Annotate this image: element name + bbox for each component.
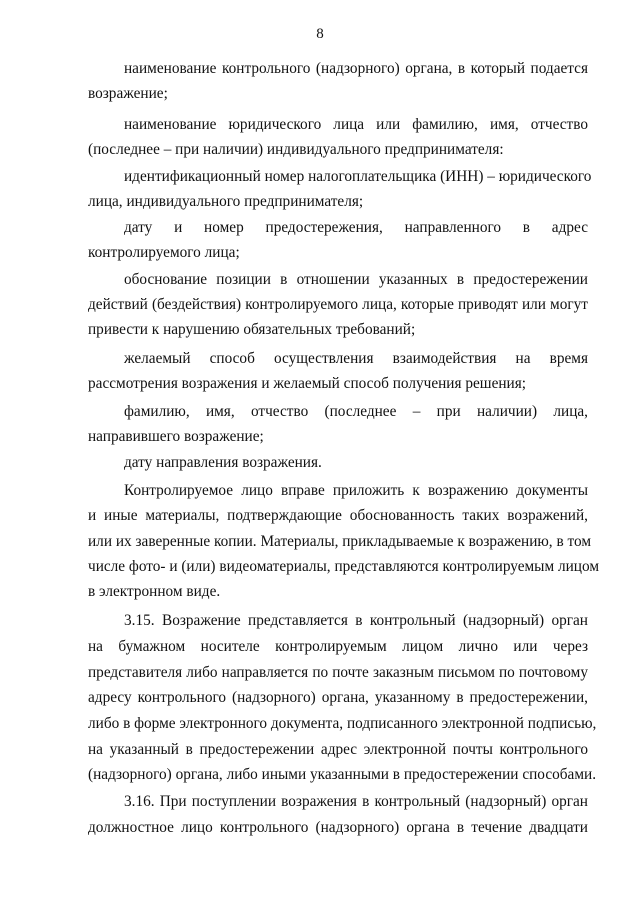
text-line: и иные материалы, подтверждающие обоснованность таких возражений, [88,507,588,524]
text-line: на указанный в предостережении адрес электронной почты контрольного [88,741,588,758]
text-line: возражение; [88,85,168,102]
text-line: в электронном виде. [88,583,221,600]
text-line: наименование контрольного (надзорного) органа, в который подается [124,60,588,77]
text-line: наименование юридического лица или фамилию, имя, отчество [124,116,588,133]
page-number: 8 [316,26,324,42]
text-line: должностное лицо контрольного (надзорного) органа в течение двадцати [88,819,588,836]
text-line: либо в форме электронного документа, подписанного электронной подписью, [88,715,597,732]
text-line: 3.15. Возражение представляется в контрольный (надзорный) орган [124,612,588,629]
text-line: представителя либо направляется по почте заказным письмом по почтовому [88,664,588,681]
text-line: желаемый способ осуществления взаимодействия на время [124,350,588,367]
text-line: адресу контрольного (надзорного) органа, указанному в предостережении, [88,689,588,706]
text-line: идентификационный номер налогоплательщика (ИНН) – юридического [124,168,592,185]
text-line: дату направления возражения. [124,454,322,471]
text-line: 3.16. При поступлении возражения в контрольный (надзорный) орган [124,793,588,810]
text-line: обоснование позиции в отношении указанных в предостережении [124,271,588,288]
text-line: или их заверенные копии. Материалы, прикладываемые к возражению, в том [88,533,592,550]
text-line: числе фото- и (или) видеоматериалы, представляются контролируемым лицом [88,558,600,575]
text-line: (надзорного) органа, либо иными указанными в предостережении способами. [88,766,597,783]
text-line: лица, индивидуального предпринимателя; [88,193,364,210]
text-line: действий (бездействия) контролируемого лица, которые приводят или могут [88,296,588,313]
text-line: рассмотрения возражения и желаемый способ получения решения; [88,375,527,392]
text-line: контролируемого лица; [88,244,240,261]
text-line: привести к нарушению обязательных требований; [88,321,416,338]
text-line: дату и номер предостережения, направленного в адрес [124,219,588,236]
text-line: фамилию, имя, отчество (последнее – при наличии) лица, [124,403,588,420]
text-line: Контролируемое лицо вправе приложить к возражению документы [124,482,588,499]
text-line: направившего возражение; [88,428,264,445]
text-line: на бумажном носителе контролируемым лицом лично или через [88,638,588,655]
text-line: (последнее – при наличии) индивидуального предпринимателя: [88,141,504,158]
